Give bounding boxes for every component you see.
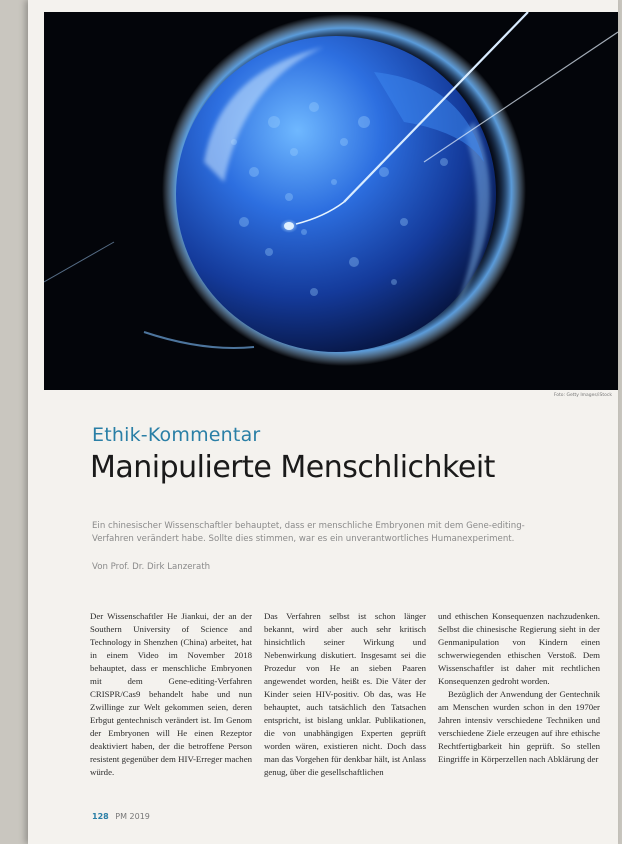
article-kicker: Ethik-Kommentar [92, 424, 261, 446]
body-column-3 [438, 610, 600, 779]
magazine-page [28, 0, 618, 844]
body-column-1 [90, 610, 252, 779]
body-paragraph: und ethischen Konsequenzen nachzudenken. Selbst die chinesische Regierung sieht in der Genmanipulation von Kindern einen schwerwiegenden ethischen Verstoß. Dem Wissenschaftler ist daher mit rechtlichen Konsequenzen gedroht worden. [438, 611, 600, 686]
article-byline: Von Prof. Dr. Dirk Lanzerath [92, 562, 211, 572]
body-paragraph: Der Wissenschaftler He Jiankui, der an der Southern University of Science and Technology in Shenzhen (China) arbeitet, hat in einem Video im November 2018 behauptet, dass er menschliche Embryonen mit dem Gene-editing-Verfahren CRISPR/Cas9 behandelt habe und nun Zwillinge zur Welt gekommen seien, deren Erbgut gentechnisch verändert ist. Im Genom der Embryonen will He einen Rezeptor deaktiviert haben, der die betroffene Person resistent gegenüber dem HIV-Erreger machen würde. [90, 611, 252, 777]
article-lead: Ein chinesischer Wissenschaftler behauptet, dass er menschliche Embryonen mit dem Gene-editing-Verfahren verändert habe. Sollte dies stimmen, war es ein unverantwortliches Humanexperiment. [92, 521, 525, 544]
page-number: 128 [92, 812, 109, 821]
photo-credit: Foto: Getty Images/iStock [553, 393, 612, 398]
issue-label: PM 2019 [115, 812, 150, 821]
embryo-illustration [44, 12, 618, 390]
body-column-2 [264, 610, 426, 779]
page-footer [92, 812, 150, 821]
embryo-injection-photo [44, 12, 618, 390]
article-headline: Manipulierte Menschlichkeit [90, 450, 495, 485]
body-paragraph: Das Verfahren selbst ist schon länger bekannt, wird aber auch sehr kritisch hinsichtlich seiner Wirkung und Nebenwirkung diskutiert. Insgesamt sei die Prozedur von He an sieben Paaren angewendet worden, heißt es. Die Väter der Kinder seien HIV-positiv. Ob das, was He behauptet, auch tatsächlich den Tatsachen entspricht, ist bislang unklar. Publikationen, die von unabhängigen Experten geprüft worden wären, existieren nicht. Doch dass man das Vorgehen für denkbar hält, ist Anlass genug, über die gesellschaftlichen [264, 611, 426, 777]
body-paragraph: Bezüglich der Anwendung der Gentechnik am Menschen wurden schon in den 1970er Jahren intensiv verschiedene Techniken und verschiedene Ziele erzeugen auf ihre ethische Rechtfertigbarkeit hin geprüft. So stellen Eingriffe in Körperzellen nach Abklärung der [438, 689, 600, 764]
article-body [90, 610, 600, 779]
